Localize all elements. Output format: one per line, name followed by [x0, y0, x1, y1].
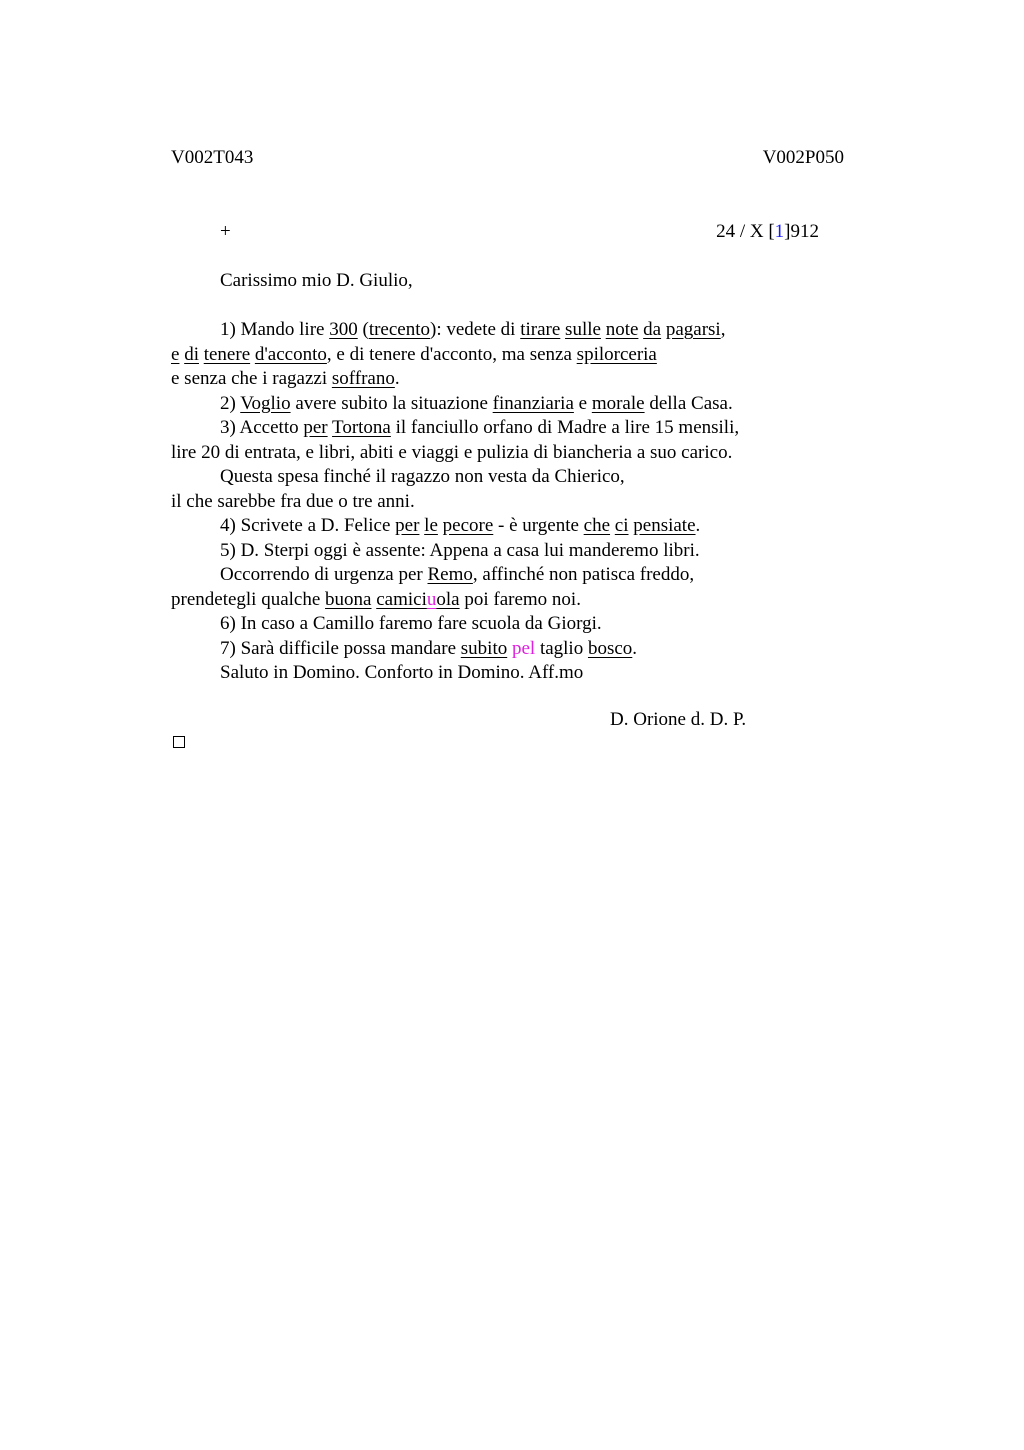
line-text: , affinché non patisca freddo, [472, 564, 695, 585]
line-text: 1) Mando lire [220, 319, 330, 340]
body-line [220, 661, 583, 685]
body-line [220, 539, 700, 563]
line-text: 5) D. Sterpi oggi è assente: Appena a casa lui manderemo libri. [220, 539, 700, 561]
underlined-text: note [605, 319, 639, 340]
underlined-text: u [426, 588, 437, 610]
line-text: . [695, 515, 701, 536]
line-text: lire 20 di entrata, e libri, abiti e viaggi e pulizia di biancheria a suo carico. [171, 441, 733, 463]
underlined-text: pecore [442, 515, 494, 536]
underlined-text: Tortona [332, 417, 391, 438]
line-text: prendetegli qualche [171, 588, 326, 610]
underlined-text: d'acconto [254, 343, 327, 365]
date-year-rest: ]912 [784, 221, 819, 242]
line-text: taglio [535, 637, 588, 659]
line-text: . [394, 368, 400, 389]
body-line [220, 563, 694, 587]
line-text: 4) Scrivete a D. Felice [220, 515, 396, 536]
line-text: 7) Sarà difficile possa mandare [220, 637, 461, 659]
end-of-document-square-icon [173, 736, 185, 748]
line-text: . [632, 637, 638, 659]
line-text: 3) Accetto [220, 417, 304, 438]
line-text: , e di tenere d'acconto, ma senza [326, 343, 577, 365]
underlined-text: sulle [565, 319, 601, 340]
line-text: Occorrendo di urgenza per [220, 564, 428, 585]
underlined-text: di [184, 343, 199, 365]
line-text: e [573, 392, 592, 414]
underlined-text: pagarsi [665, 319, 721, 340]
body-line [171, 367, 400, 391]
line-text: ( [357, 319, 369, 340]
line-text: poi faremo noi. [459, 588, 581, 610]
underlined-text: per [395, 515, 420, 536]
underlined-text: e [171, 343, 180, 365]
signature: D. Orione d. D. P. [610, 709, 747, 730]
underlined-text: 300 [329, 319, 358, 340]
line-text: 2) [220, 392, 241, 414]
body-line [220, 612, 602, 636]
underlined-text: pensiate [633, 515, 696, 536]
line-text: pel [511, 637, 536, 659]
underlined-text: tenere [203, 343, 251, 365]
body-line [171, 441, 732, 465]
body-line [220, 392, 733, 416]
line-text: Questa spesa finché il ragazzo non vesta da Chierico, [220, 466, 625, 487]
date-day-month: 24 / X [ [716, 221, 775, 242]
date-bracket-digit: 1 [774, 221, 785, 242]
underlined-text: morale [591, 392, 645, 414]
line-text: 6) In caso a Camillo faremo fare scuola da Giorgi. [220, 613, 602, 634]
underlined-text: bosco [587, 637, 633, 659]
underlined-text: Voglio [240, 392, 291, 414]
underlined-text: soffrano [331, 368, 395, 389]
body-line [220, 318, 725, 342]
underlined-text: camici [376, 588, 427, 610]
line-text: avere subito la situazione [290, 392, 493, 414]
underlined-text: spilorceria [576, 343, 657, 365]
underlined-text: trecento [368, 319, 430, 340]
underlined-text: da [643, 319, 662, 340]
body-line [220, 465, 625, 489]
salutation: Carissimo mio D. Giulio, [220, 270, 413, 291]
line-text: Saluto in Domino. Conforto in Domino. Aff.mo [220, 662, 584, 683]
header-left-code: V002T043 [171, 147, 254, 168]
cross-mark: + [220, 221, 231, 242]
underlined-text: finanziaria [492, 392, 574, 414]
underlined-text: buona [325, 588, 372, 610]
body-line [220, 514, 700, 538]
body-line [220, 637, 637, 661]
underlined-text: tirare [520, 319, 561, 340]
underlined-text: ci [614, 515, 629, 536]
underlined-text: subito [460, 637, 508, 659]
body-line [171, 490, 415, 514]
body-line [220, 416, 739, 440]
underlined-text: che [583, 515, 611, 536]
line-text: ): vedete di [430, 319, 521, 340]
letter-date [716, 220, 819, 244]
body-line [171, 343, 657, 367]
line-text: - è urgente [493, 515, 584, 536]
underlined-text: Remo [427, 564, 473, 585]
header-right-code: V002P050 [762, 147, 844, 168]
line-text: il fanciullo orfano di Madre a lire 15 mensili, [390, 417, 740, 438]
line-text: e senza che i ragazzi [171, 368, 332, 389]
body-line [171, 588, 581, 612]
underlined-text: per [303, 417, 328, 438]
underlined-text: ola [436, 588, 460, 610]
line-text: , [720, 319, 726, 340]
line-text: il che sarebbe fra due o tre anni. [171, 490, 415, 512]
line-text: della Casa. [644, 392, 733, 414]
underlined-text: le [424, 515, 438, 536]
